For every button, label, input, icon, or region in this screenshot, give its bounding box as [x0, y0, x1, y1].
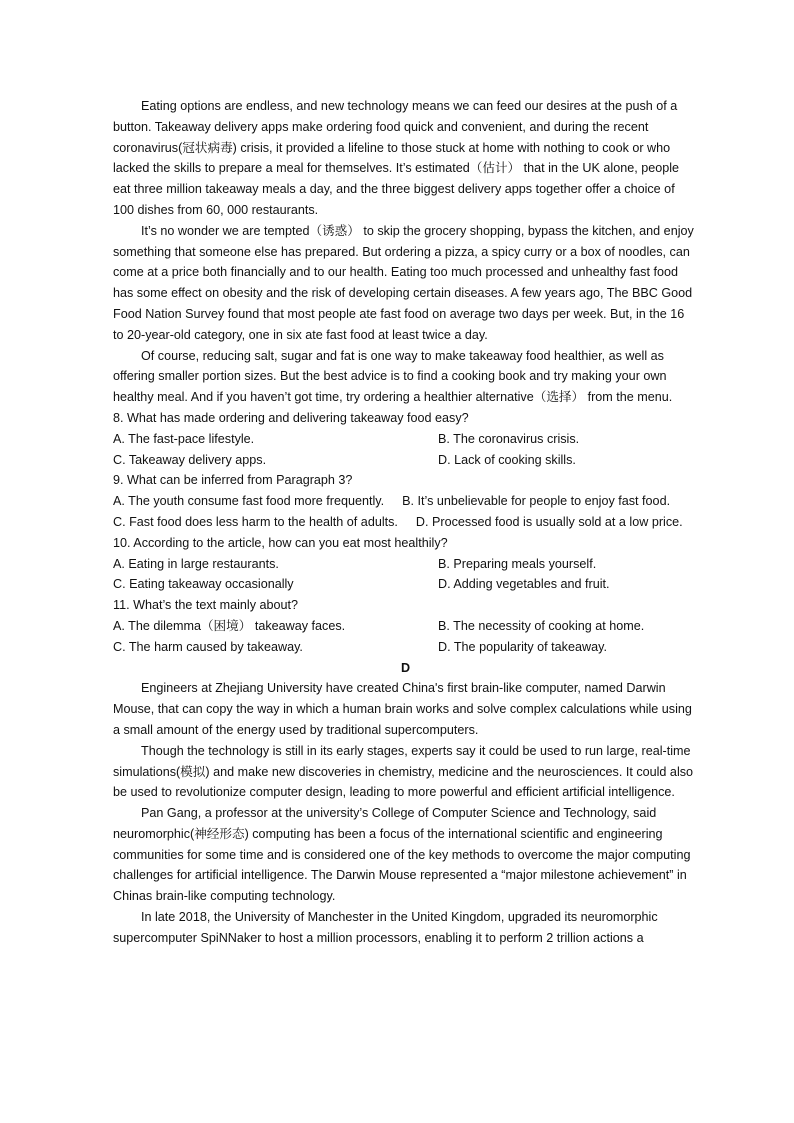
- question-11-option-a: A. The dilemma（困境） takeaway faces.: [113, 618, 346, 633]
- question-11-options-row-1: [113, 616, 698, 637]
- question-9-option-b: B. It’s unbelievable for people to enjoy fast food.: [402, 494, 671, 509]
- passage-c-paragraph-2: It’s no wonder we are tempted（诱惑） to skip the grocery shopping, bypass the kitchen, and enjoy something that someone else has prepared. But ordering a pizza, a spicy curry or a box of noodles, can come at a price both financially and to our health. Eating too much processed and unhealthy fast food has some effect on obesity and the risk of developing certain diseases. A few years ago, The BBC Good Food Nation Survey found that most people ate fast food on average two days per week. But, in the 16 to 20-year-old category, one in six ate fast food at least twice a day.: [113, 223, 694, 342]
- question-8-stem: 8. What has made ordering and delivering takeaway food easy?: [113, 410, 469, 425]
- question-8-option-c: C. Takeaway delivery apps.: [113, 452, 267, 467]
- question-11-option-c: C. The harm caused by takeaway.: [113, 639, 303, 654]
- passage-d-paragraph-2: Though the technology is still in its early stages, experts say it could be used to run large, real-time simulations(模拟) and make new discoveries in chemistry, medicine and the neurosciences. It could also be used to revolutionize computer design, leading to more powerful and efficient artificial intelligence.: [113, 743, 694, 800]
- question-10-options-row-1: [113, 554, 698, 575]
- question-10-option-d: D. Adding vegetables and fruit.: [438, 577, 610, 592]
- question-8-options-row-1: [113, 429, 698, 450]
- question-11-option-d: D. The popularity of takeaway.: [438, 639, 607, 654]
- question-10-options-row-2: [113, 574, 698, 595]
- question-10-option-c: C. Eating takeaway occasionally: [113, 577, 294, 592]
- question-8-option-b: B. The coronavirus crisis.: [438, 431, 580, 446]
- document-page: [113, 96, 698, 949]
- section-d-heading: D: [400, 660, 411, 675]
- question-8-option-d: D. Lack of cooking skills.: [438, 452, 576, 467]
- passage-d-paragraph-1: Engineers at Zhejiang University have created China's first brain-like computer, named Darwin Mouse, that can copy the way in which a human brain works and solve complex calculations while using a small amount of the energy used by traditional supercomputers.: [113, 681, 692, 737]
- passage-d-paragraph-4: In late 2018, the University of Manchester in the United Kingdom, upgraded its neuromorphic supercomputer SpiNNaker to host a million processors, enabling it to perform 2 trillion actions a: [113, 910, 658, 945]
- question-10-option-b: B. Preparing meals yourself.: [438, 556, 597, 571]
- passage-d-paragraph-3: Pan Gang, a professor at the university’s College of Computer Science and Technology, said neuromorphic(神经形态) computing has been a focus of the international scientific and engineering communities for some time and is considered one of the key methods to overcome the major computing challenges for artificial intelligence. The Darwin Mouse represented a “major milestone achievement” in Chinas brain-like computing technology.: [113, 806, 691, 904]
- question-9-option-d: D. Processed food is usually sold at a low price.: [415, 514, 683, 529]
- question-9-options-cd: [113, 512, 698, 533]
- question-10-option-a: A. Eating in large restaurants.: [113, 556, 279, 571]
- passage-c-paragraph-1: Eating options are endless, and new technology means we can feed our desires at the push of a button. Takeaway delivery apps make ordering food quick and convenient, and during the recent coronavirus(冠状病毒) crisis, it provided a lifeline to those stuck at home with nothing to cook or who lacked the skills to prepare a meal for themselves. It’s estimated（估计） that in the UK alone, people eat three million takeaway meals a day, and the three biggest delivery apps together offer a choice of 100 dishes from 60, 000 restaurants.: [113, 99, 680, 217]
- question-11-stem: 11. What’s the text mainly about?: [113, 598, 299, 613]
- question-9-option-c: C. Fast food does less harm to the health of adults.: [113, 514, 398, 529]
- question-11-options-row-2: [113, 637, 698, 658]
- question-9-options-ab: [113, 491, 698, 512]
- question-11-option-b: B. The necessity of cooking at home.: [438, 618, 645, 633]
- question-9-option-a: A. The youth consume fast food more frequently.: [113, 494, 385, 509]
- question-9-stem: 9. What can be inferred from Paragraph 3?: [113, 473, 353, 488]
- question-8-option-a: A. The fast-pace lifestyle.: [113, 431, 255, 446]
- question-10-stem: 10. According to the article, how can you eat most healthily?: [113, 535, 448, 550]
- question-8-options-row-2: [113, 450, 698, 471]
- passage-c-paragraph-3: Of course, reducing salt, sugar and fat is one way to make takeaway food healthier, as well as offering smaller portion sizes. But the best advice is to find a cooking book and try making your own healthy meal. And if you haven’t got time, try ordering a healthier alternative（选择） from the menu.: [113, 348, 673, 405]
